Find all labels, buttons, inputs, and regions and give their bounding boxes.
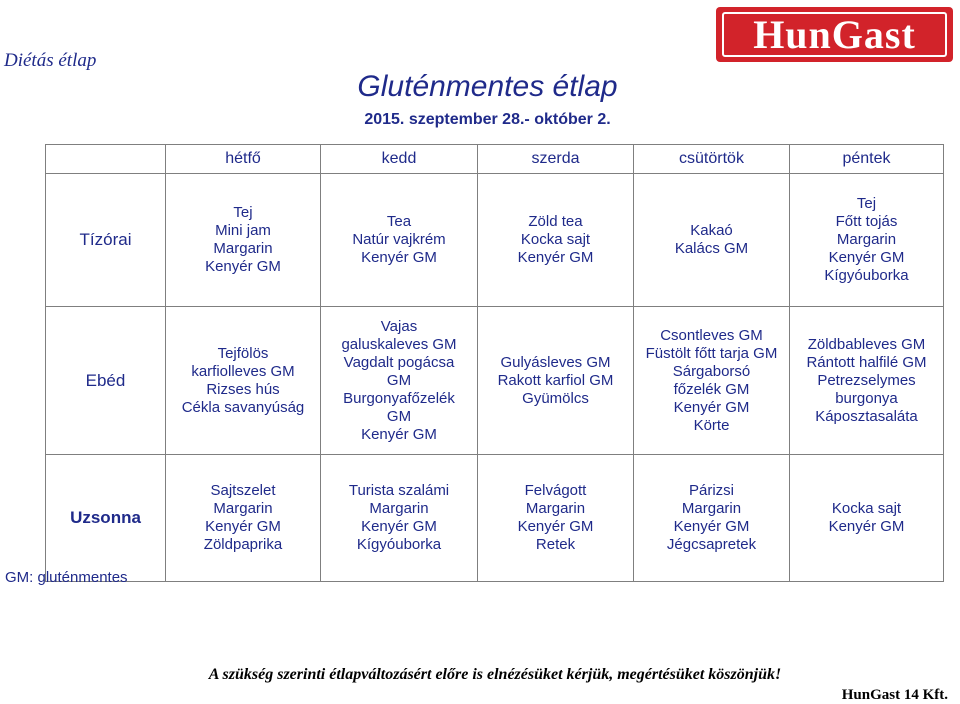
corner-cell	[46, 145, 166, 174]
menu-cell	[321, 174, 478, 307]
menu-item: Kenyér GM	[828, 249, 905, 266]
menu-cell	[166, 307, 321, 455]
menu-item: Kalács GM	[674, 240, 749, 257]
day-header-row	[46, 145, 944, 174]
menu-item: Petrezselymes	[817, 371, 916, 389]
menu-item: Kenyér GM	[828, 518, 905, 535]
menu-item: Sárgaborsó	[672, 362, 751, 380]
page-title: Gluténmentes étlap	[357, 70, 618, 103]
menu-cell	[478, 307, 634, 455]
menu-item: Gyümölcs	[522, 389, 589, 407]
menu-item: Mini jam	[215, 222, 271, 239]
day-header: szerda	[478, 145, 634, 174]
menu-item: Kenyér GM	[673, 398, 750, 416]
menu-item: Kenyér GM	[361, 425, 437, 443]
menu-cell	[634, 455, 790, 582]
menu-item: GM	[386, 407, 412, 425]
menu-item: Kenyér GM	[517, 249, 594, 266]
menu-item: Főtt tojás	[835, 213, 898, 230]
menu-item: Tejfölös	[217, 344, 269, 362]
day-header: péntek	[790, 145, 944, 174]
company-logo	[716, 7, 953, 62]
menu-item: karfiolleves GM	[191, 362, 295, 380]
menu-item: főzelék GM	[673, 380, 750, 398]
menu-item: Körte	[693, 416, 730, 434]
menu-cell	[166, 455, 321, 582]
menu-item: Zöld tea	[528, 213, 583, 230]
menu-item: Füstölt főtt tarja GM	[645, 344, 778, 362]
day-header: csütörtök	[634, 145, 790, 174]
menu-item: Tej	[856, 195, 877, 212]
menu-item: burgonya	[835, 389, 898, 407]
menu-item: Kenyér GM	[205, 258, 281, 275]
menu-item: Kígyóuborka	[356, 536, 442, 553]
menu-item: Kakaó	[690, 222, 733, 239]
menu-cell	[321, 455, 478, 582]
weekly-menu-table	[45, 144, 944, 582]
menu-item: Tej	[233, 204, 253, 221]
logo-text: HunGast	[753, 11, 916, 57]
menu-item: Kenyér GM	[205, 518, 281, 535]
menu-item: Jégcsapretek	[666, 536, 757, 553]
menu-item: Kocka sajt	[520, 231, 591, 248]
day-header: kedd	[321, 145, 478, 174]
menu-item: Káposztasaláta	[815, 407, 918, 425]
menu-item: Natúr vajkrém	[352, 231, 446, 248]
menu-item: Kocka sajt	[831, 500, 902, 517]
footer-note: A szükség szerinti étlapváltozásért előre is elnézésüket kérjük, megértésüket köszönjük!	[208, 666, 782, 683]
menu-item: Margarin	[213, 500, 273, 517]
meal-row	[46, 455, 944, 582]
menu-cell	[478, 174, 634, 307]
meal-name: Tízórai	[46, 174, 166, 307]
menu-item: Rizses hús	[206, 380, 280, 398]
meal-row	[46, 174, 944, 307]
menu-item: Cékla savanyúság	[181, 398, 305, 416]
menu-item: Margarin	[369, 500, 429, 517]
footer-organization: HunGast 14 Kft.	[841, 687, 948, 703]
menu-cell	[321, 307, 478, 455]
day-header: hétfő	[166, 145, 321, 174]
menu-item: Margarin	[525, 500, 586, 517]
menu-cell	[634, 174, 790, 307]
menu-item: Margarin	[836, 231, 897, 248]
menu-item: Kígyóuborka	[824, 267, 909, 284]
menu-cell	[634, 307, 790, 455]
meal-row	[46, 307, 944, 455]
menu-item: Burgonyafőzelék	[343, 389, 455, 407]
menu-item: Kenyér GM	[517, 518, 594, 535]
menu-item: Párizsi	[688, 482, 734, 499]
menu-cell	[478, 455, 634, 582]
menu-item: Kenyér GM	[361, 249, 437, 266]
date-range: 2015. szeptember 28.- október 2.	[364, 111, 611, 128]
menu-item: Rakott karfiol GM	[497, 371, 614, 389]
menu-item: Margarin	[213, 240, 273, 257]
menu-item: Tea	[386, 213, 412, 230]
menu-item: Turista szalámi	[348, 482, 450, 499]
menu-item: Sajtszelet	[210, 482, 276, 499]
menu-item: Kenyér GM	[361, 518, 437, 535]
menu-item: Kenyér GM	[673, 518, 750, 535]
menu-item: Zöldbableves GM	[807, 335, 926, 353]
menu-item: Retek	[535, 536, 576, 553]
menu-cell	[790, 307, 944, 455]
menu-item: Zöldpaprika	[203, 536, 283, 553]
menu-item: Rántott halfilé GM	[806, 353, 927, 371]
menu-cell	[790, 455, 944, 582]
menu-item: GM	[386, 371, 412, 389]
menu-item: Vajas	[380, 317, 418, 335]
menu-item: Vagdalt pogácsa	[343, 353, 455, 371]
legend: GM: gluténmentes	[5, 569, 128, 586]
document-type-label: Diétás étlap	[4, 50, 97, 71]
menu-item: Felvágott	[524, 482, 587, 499]
menu-item: Margarin	[681, 500, 742, 517]
menu-cell	[790, 174, 944, 307]
menu-item: Csontleves GM	[660, 326, 763, 344]
meal-name: Uzsonna	[46, 455, 166, 582]
menu-cell	[166, 174, 321, 307]
meal-name: Ebéd	[46, 307, 166, 455]
menu-item: Gulyásleves GM	[500, 353, 611, 371]
menu-item: galuskaleves GM	[341, 335, 457, 353]
